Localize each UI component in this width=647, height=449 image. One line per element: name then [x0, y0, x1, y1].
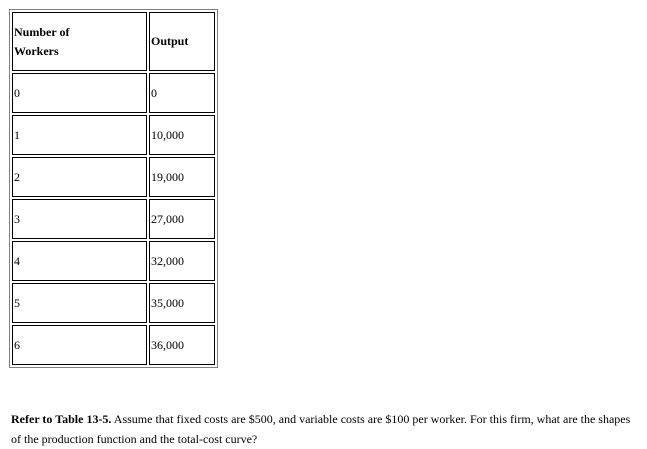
question-body: Assume that fixed costs are $500, and variable costs are $100 per worker. For this firm, what are the shapes of the production function and the total-cost curve? — [11, 412, 631, 446]
table-row — [12, 73, 215, 113]
workers-cell: 3 — [12, 199, 147, 239]
header-number-of-workers — [12, 12, 147, 71]
output-cell: 19,000 — [149, 157, 215, 197]
output-cell: 35,000 — [149, 283, 215, 323]
workers-cell: 1 — [12, 115, 147, 155]
workers-cell: 6 — [12, 325, 147, 365]
header-workers-line2: Workers — [14, 43, 59, 58]
output-cell: 32,000 — [149, 241, 215, 281]
table-header-row — [12, 12, 215, 71]
table-row — [12, 199, 215, 239]
output-cell: 27,000 — [149, 199, 215, 239]
header-workers-line1: Number of — [14, 24, 70, 39]
workers-cell: 5 — [12, 283, 147, 323]
workers-output-table — [9, 9, 218, 368]
table-row — [12, 241, 215, 281]
question-text — [11, 409, 641, 449]
header-output: Output — [149, 12, 215, 71]
question-table-reference: Refer to Table 13-5. — [11, 412, 112, 426]
table-row — [12, 283, 215, 323]
output-cell: 10,000 — [149, 115, 215, 155]
workers-cell: 0 — [12, 73, 147, 113]
table-row — [12, 115, 215, 155]
table-row — [12, 157, 215, 197]
table-row — [12, 325, 215, 365]
workers-cell: 2 — [12, 157, 147, 197]
output-cell: 0 — [149, 73, 215, 113]
workers-cell: 4 — [12, 241, 147, 281]
output-cell: 36,000 — [149, 325, 215, 365]
